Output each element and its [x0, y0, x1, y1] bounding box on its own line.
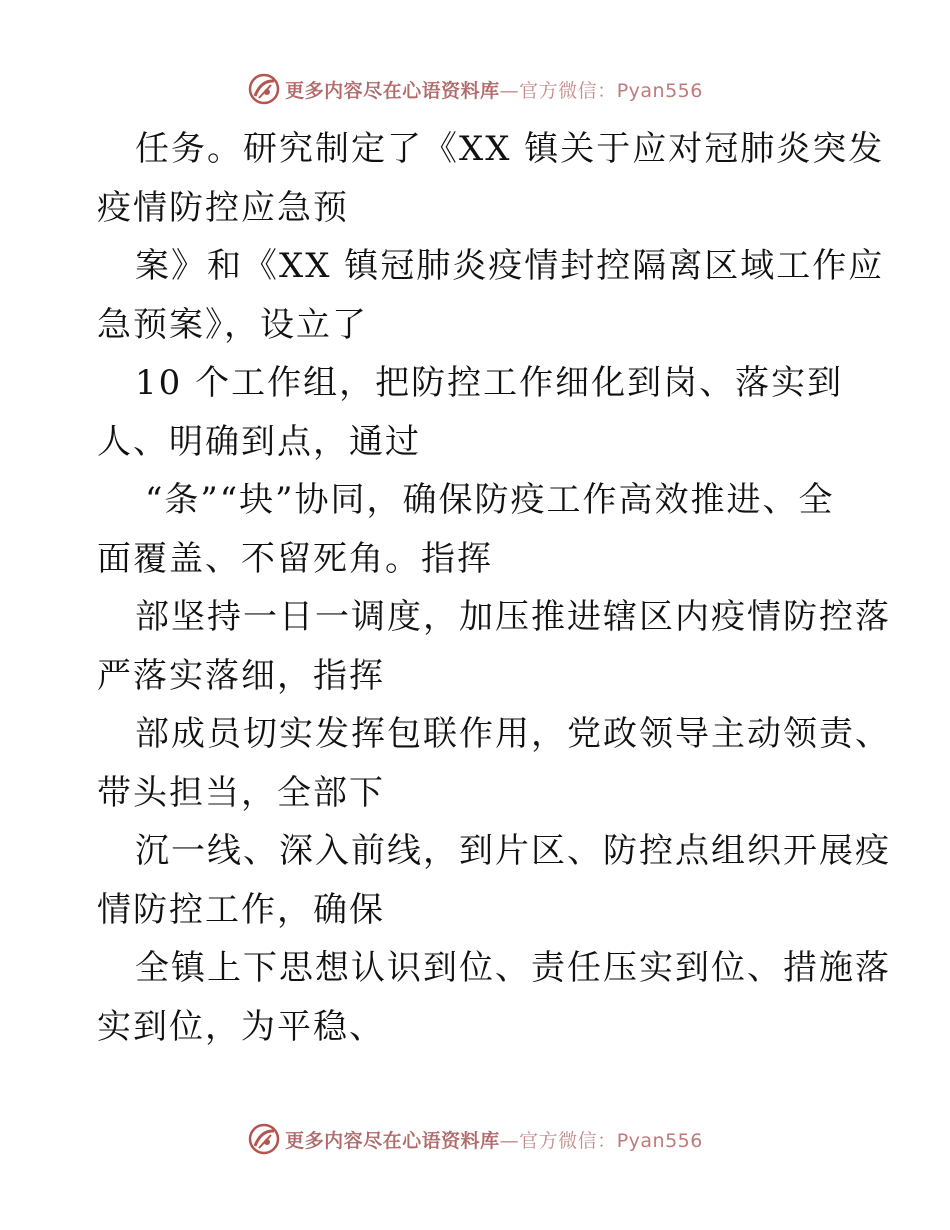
watermark-brand: 更多内容尽在心语资料库: [285, 1129, 500, 1152]
paragraph-1: [97, 120, 885, 237]
header-watermark: [0, 72, 950, 106]
paragraph-5: [97, 588, 891, 705]
paragraph-line: 疫情防控应急预: [97, 187, 349, 228]
watermark-wechat-id: Pyan556: [616, 1129, 703, 1152]
paragraph-line: 严落实落细，指挥: [97, 655, 385, 696]
paragraph-line: 10 个工作组，把防控工作细化到岗、落实到: [135, 363, 844, 403]
watermark-text: [285, 76, 703, 103]
document-body: [97, 120, 891, 1056]
paragraph-6: [97, 705, 891, 822]
paragraph-2: [97, 237, 885, 354]
paragraph-8: [97, 939, 891, 1056]
paragraph-line: 部坚持一日一调度，加压推进辖区内疫情防控落: [135, 597, 891, 637]
paragraph-3: [97, 354, 857, 471]
paragraph-line: 面覆盖、不留死角。指挥: [97, 538, 493, 579]
watermark-dash: —: [499, 1129, 520, 1152]
paragraph-line: 实到位，为平稳、: [97, 1006, 385, 1047]
paragraph-line: 带头担当，全部下: [97, 772, 385, 813]
watermark-text: [285, 1126, 703, 1153]
watermark-dash: —: [499, 79, 520, 102]
red-seal-logo-icon: [247, 72, 281, 106]
watermark-wechat-id: Pyan556: [616, 79, 703, 102]
watermark-brand: 更多内容尽在心语资料库: [285, 79, 500, 102]
paragraph-line: 沉一线、深入前线，到片区、防控点组织开展疫: [135, 831, 891, 871]
paragraph-4: [97, 471, 857, 588]
paragraph-line: 情防控工作，确保: [97, 889, 385, 930]
watermark-official-label: 官方微信：: [519, 79, 617, 102]
paragraph-line: 案》和《XX 镇冠肺炎疫情封控隔离区域工作应: [135, 246, 885, 286]
paragraph-line: “条”“块”协同，确保防疫工作高效推进、全: [145, 480, 835, 520]
watermark-official-label: 官方微信：: [519, 1129, 617, 1152]
paragraph-line: 任务。研究制定了《XX 镇关于应对冠肺炎突发: [135, 129, 885, 169]
red-seal-logo-icon: [247, 1122, 281, 1156]
footer-watermark: [0, 1122, 950, 1156]
paragraph-line: 急预案》，设立了: [97, 304, 368, 345]
paragraph-line: 部成员切实发挥包联作用，党政领导主动领责、: [135, 714, 891, 754]
paragraph-7: [97, 822, 891, 939]
paragraph-line: 全镇上下思想认识到位、责任压实到位、措施落: [135, 948, 891, 988]
paragraph-line: 人、明确到点，通过: [97, 421, 421, 462]
